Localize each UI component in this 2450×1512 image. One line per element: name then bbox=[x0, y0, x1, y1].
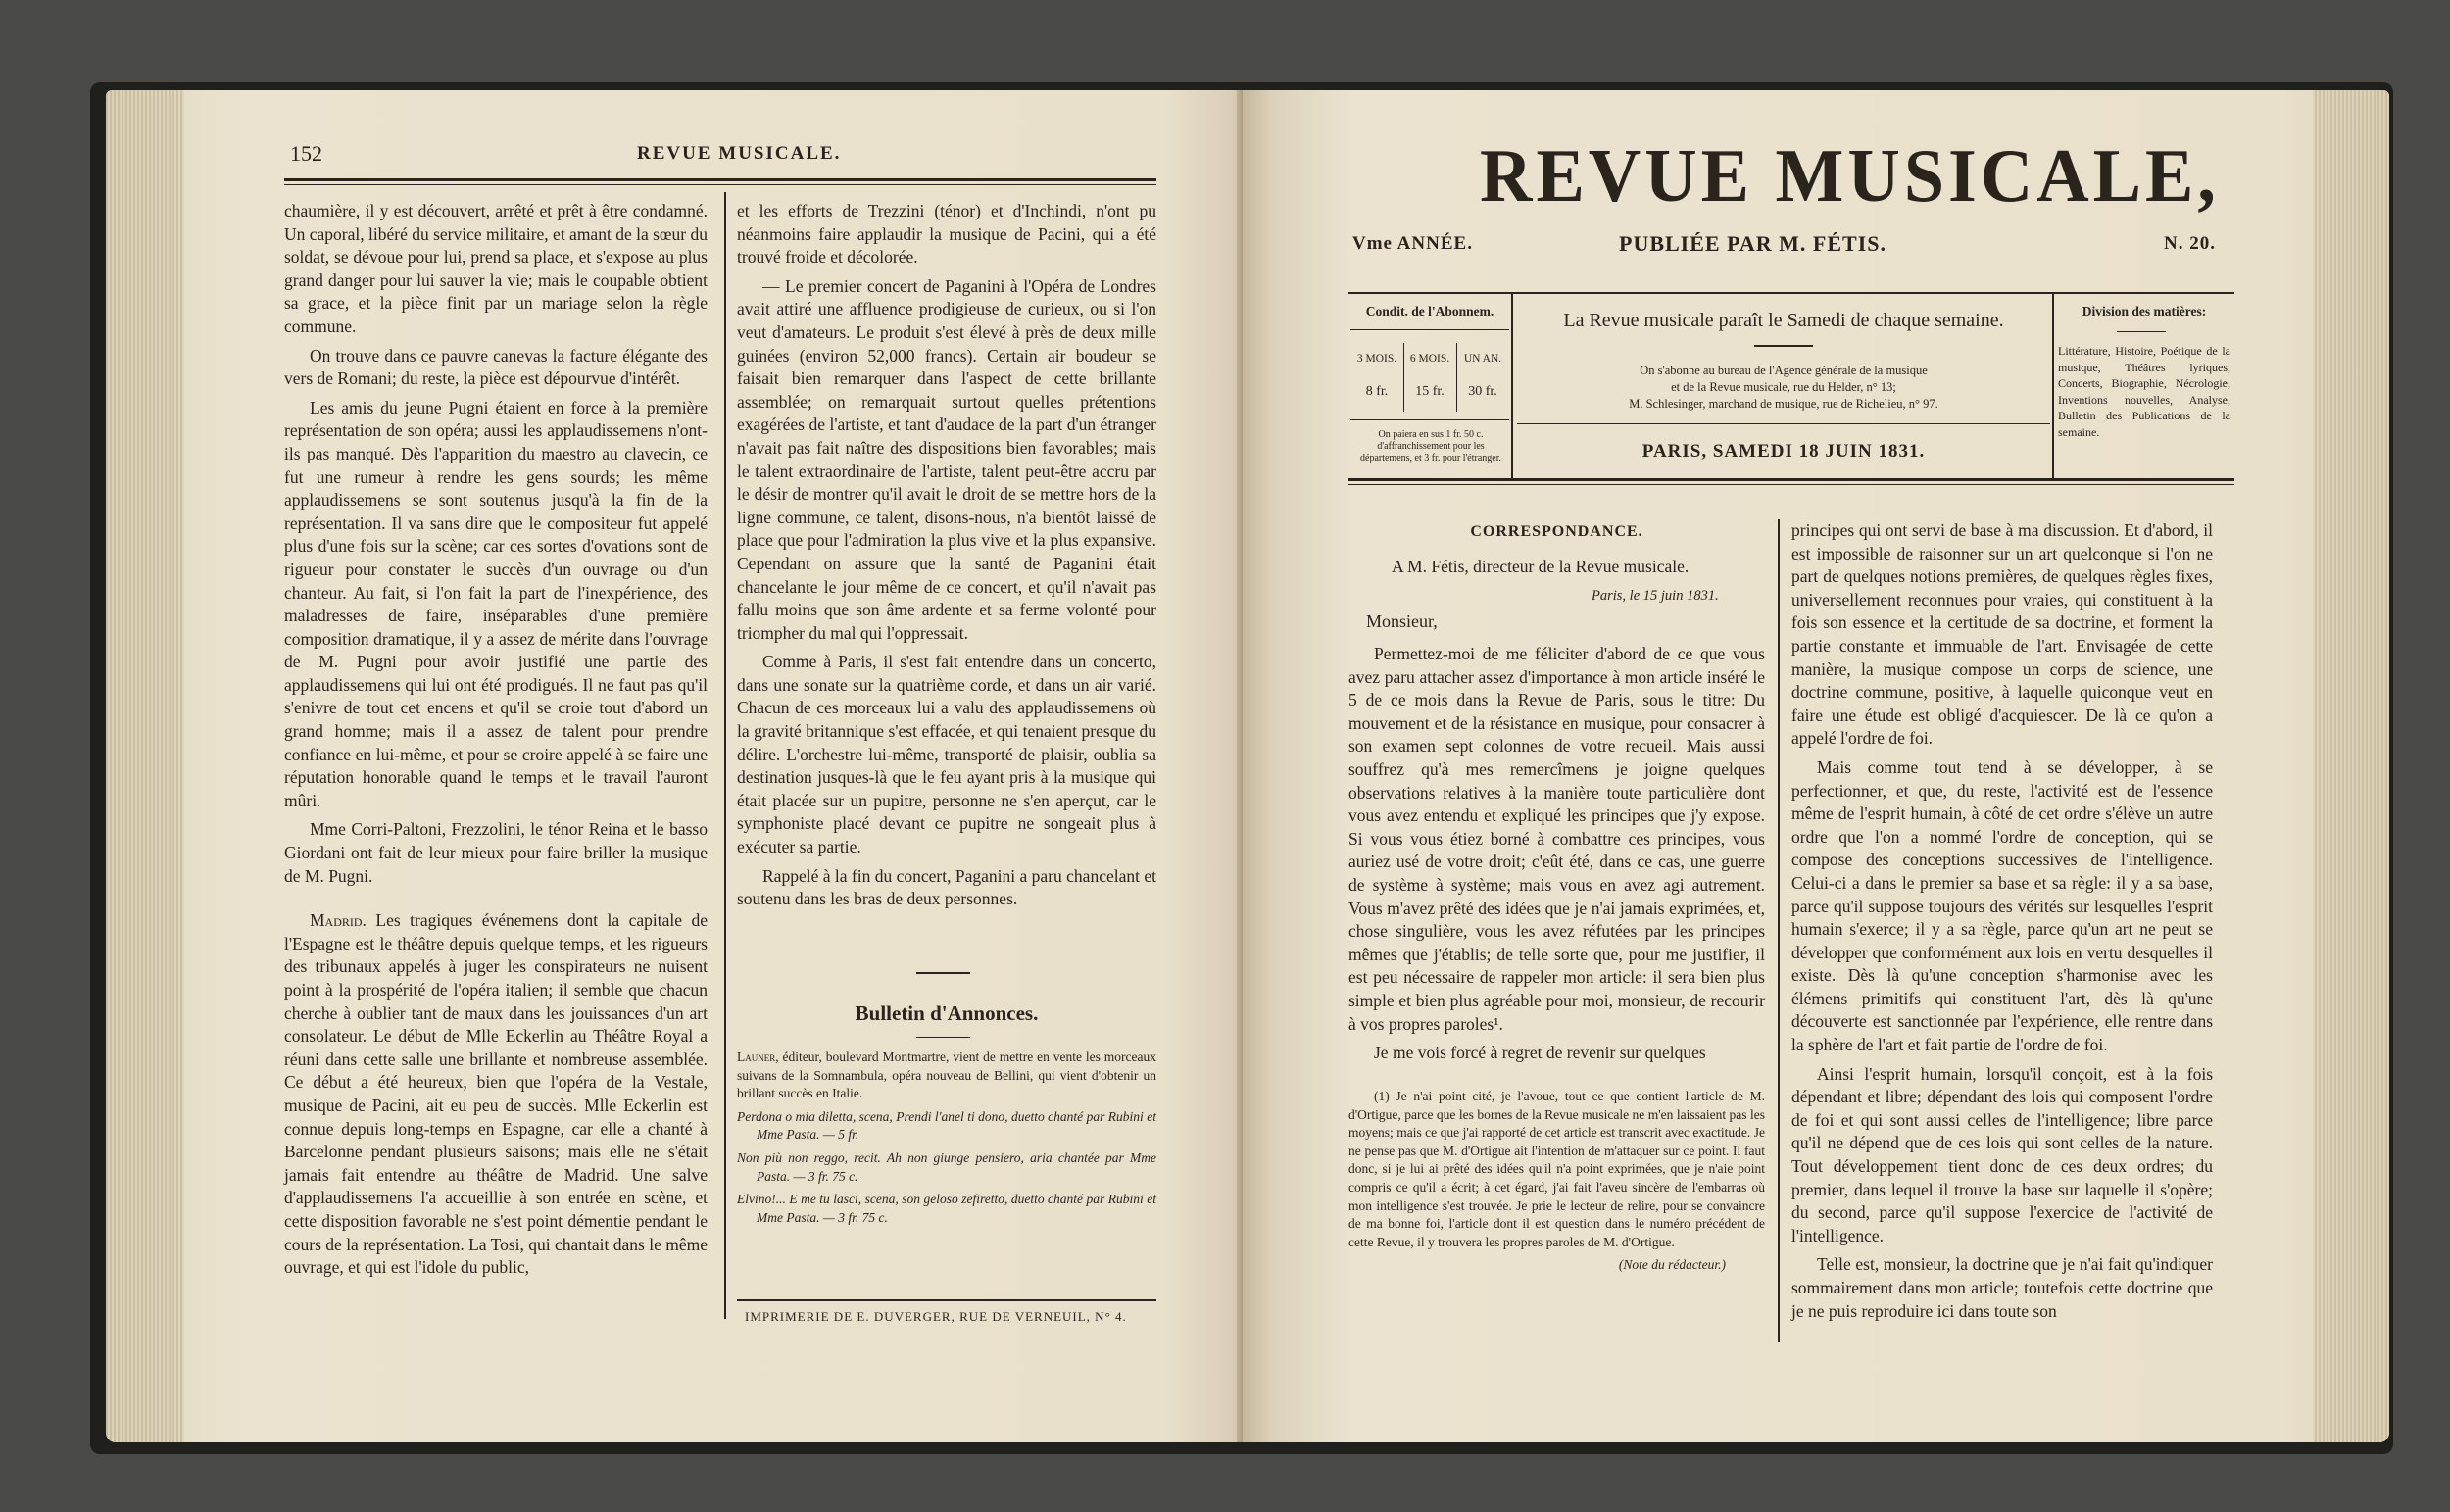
subscription-price-1y: 30 fr. bbox=[1468, 384, 1497, 399]
correspondence-heading: CORRESPONDANCE. bbox=[1470, 523, 1643, 540]
paragraph: chaumière, il y est découvert, arrêté et prêt à être condamné. Un caporal, libéré du service militaire, et amant de la sœur du soldat, se dévoue pour lui, prend sa place, et s'expose au plus grand danger pour lui sauver la vie; mais le coupable obtient sa grace, et la pièce finit par un mariage selon la règle commune. bbox=[284, 201, 708, 336]
divider bbox=[916, 972, 970, 974]
box-top-rule bbox=[1348, 292, 2234, 294]
paragraph: — Le premier concert de Paganini à l'Opéra de Londres avait attiré une affluence prodigieuse de curieux, ou si l'on veut d'amateurs. Le produit s'est élevé à près de deux mille guinées (environ 52,000 francs). Certain air boudeur se faisait bien remarquer dans l'aspect de cette brillante assemblée; on remarquait surtout quelles prétentions exagérées de l'artiste, et tant d'audace de la part d'un étranger n'avait pas fait naître des dispositions bien favorables; mais le talent extraordinaire de l'artiste, talent peut-être accru par le désir de montrer qu'il avait le droit de se mettre hors de la ligne commune, ce talent, disons-nous, n'a bientôt laissé de place que pour l'admiration la plus vive et la plus expansive. Cependant on assure que la santé de Paganini était chancelante le jour même de ce concert, et qu'il n'avait pas fallu moins que son âme ardente et sa ferme volonté pour triompher du mal qui l'oppressait. bbox=[737, 275, 1156, 643]
letter-salutation: A M. Fétis, directeur de la Revue musicale. bbox=[1392, 557, 1690, 576]
right-column-2 bbox=[1791, 519, 2213, 1329]
announcement-item: Perdona o mia diletta, scena, Prendi l'anel ti dono, duetto chanté par Rubini et Mme Pasta. — 5 fr. bbox=[737, 1108, 1156, 1143]
announcement-lead: Launer bbox=[737, 1049, 776, 1064]
issue-date: PARIS, SAMEDI 18 JUIN 1831. bbox=[1642, 441, 1926, 462]
letter-opening: Monsieur, bbox=[1366, 611, 1438, 631]
bulletin-title: Bulletin d'Annonces. bbox=[855, 1001, 1039, 1025]
publication-notice: La Revue musicale paraît le Samedi de chaque semaine. bbox=[1563, 310, 2004, 331]
paragraph: Je me vois forcé à regret de revenir sur quelques bbox=[1374, 1043, 1706, 1063]
paragraph: et les efforts de Trezzini (ténor) et d'Inchindi, n'ont pu néanmoins faire applaudir la musique de Pacini, qui a été trouvé froide et décolorée. bbox=[737, 201, 1156, 268]
paragraph-madrid bbox=[284, 909, 708, 1280]
paragraph: On trouve dans ce pauvre canevas la facture élégante des vers de Romani; du reste, la pièce est dépourvue d'intérêt. bbox=[284, 345, 708, 389]
left-column-1 bbox=[284, 200, 708, 1286]
paragraph: Les amis du jeune Pugni étaient en force à la première représentation de son opéra; aussi les applaudissemens n'ont-ils pas manqué. Dès l'apparition du maestro au clavecin, ce fut une rumeur à rendre les gens sourds; les même applaudissemens se sont soutenus jusqu'à la fin de la représentation. Il va sans dire que le compositeur fut appelé plus d'une fois sur la scène; car ces sortes d'ovations sont de rigueur pour constater le succès d'un ouvrage ou d'un chanteur. Au fait, si l'on fait la part de l'inexpérience, des maladresses de faire, inséparables d'une première composition dramatique, il y a assez de mérite dans l'ouvrage de M. Pugni pour avoir justifié une partie des applaudissemens qui lui ont été prodigués. Il ne faut pas qu'il s'enivre de tout cet encens et qu'il se croie tout d'abord un grand homme; mais il a assez de talent pour prendre confiance en lui-même, et pour se croire appelé à se faire une réputation honorable quand le temps et le travail l'auront mûri. bbox=[284, 397, 708, 810]
subscription-price-3m: 8 fr. bbox=[1365, 384, 1389, 399]
paragraph: Mais comme tout tend à se développer, à se perfectionner, et que, du reste, l'activité est de l'essence même de l'esprit humain, à côté de cet ordre s'élève un autre ordre que l'on a nommé l'ordre de conception, qui se compose des conceptions successives de l'intelligence. Celui-ci a dans le premier sa base et sa règle: il y a sa base, parce qu'il suppose toujours des vérités sur lesquelles l'esprit humain s'exerce; il y a sa règle, parce qu'un art ne peut se développer que conformément aux lois en vertu desquelles il existe. Dès là qu'une conception s'harmonise avec les élémens primitifs qui constituent l'art, dès là qu'une découverte est sanctionnée par l'expérience, elle rentre dans la sphère de l'art et fait partie de l'ordre de foi. bbox=[1791, 756, 2213, 1055]
box-bottom-rule bbox=[1348, 478, 2234, 481]
page-number: 152 bbox=[290, 141, 322, 166]
running-head: REVUE MUSICALE. bbox=[637, 143, 842, 164]
subscription-address-3: M. Schlesinger, marchand de musique, rue de Richelieu, n° 97. bbox=[1629, 397, 1938, 411]
subscription-cell-rule bbox=[1403, 343, 1404, 412]
paragraph: Mme Corri-Paltoni, Frezzolini, le ténor Reina et le basso Giordani ont fait de leur mieux pour faire briller la musique de M. Pugni. bbox=[284, 819, 708, 886]
masthead-title: REVUE MUSICALE, bbox=[1480, 133, 2220, 219]
madrid-lead: Madrid. bbox=[310, 910, 367, 931]
contents-ornament bbox=[2117, 331, 2166, 332]
box-bottom-rule-thin bbox=[1348, 484, 2234, 485]
paragraph: principes qui ont servi de base à ma discussion. Et d'abord, il est impossible de raisonner sur un art quelconque si l'on ne part de quelques notions premières, de quelques règles fixes, universellement reconnues pour vraies, qui constituent à la fois son essence et la certitude de sa doctrine, et forment la partie constante et immuable de l'art. Envisagée de cette manière, la musique compose un corps de science, une doctrine commune, positive, à laquelle quiconque veut en faire une étude est obligé d'acquiescer. De là ce qu'on a appelé l'ordre de foi. bbox=[1791, 520, 2213, 749]
footnote bbox=[1348, 1088, 1765, 1280]
paragraph: Telle est, monsieur, la doctrine que je n'ai fait qu'indiquer sommairement dans mon article; toutefois cette doctrine que je ne puis reproduire ici dans toute son bbox=[1791, 1254, 2213, 1321]
box-divider bbox=[2052, 294, 2054, 478]
imprint-rule bbox=[737, 1299, 1156, 1301]
announcements bbox=[737, 1049, 1156, 1232]
header-rule bbox=[284, 178, 1156, 181]
box-divider bbox=[1511, 294, 1513, 478]
announcement-item: Elvino!... E me tu lasci, scena, son geloso zefiretto, duetto chanté par Rubini et Mme Pasta. — 3 fr. 75 c. bbox=[737, 1192, 1156, 1225]
center-rule bbox=[1517, 423, 2050, 424]
center-ornament bbox=[1754, 345, 1813, 347]
column-rule bbox=[1778, 519, 1780, 1342]
paragraph: Ainsi l'esprit humain, lorsqu'il conçoit, est à la fois dépendant et libre; dépendant des lois qui composent l'ordre de foi et qui sont aussi celles de l'intelligence; libre parce qu'il ne dépend que de ces lois qui sont celles de la nature. Tout développement tient donc de ces deux ordres; du premier, dans lequel il trouve la base sur laquelle il s'opère; du second, parce qu'il suppose l'exercice de l'activité de l'intelligence. bbox=[1791, 1063, 2213, 1245]
subscription-h2: 6 MOIS. bbox=[1409, 353, 1450, 365]
footnote-signature: (Note du rédacteur.) bbox=[1618, 1257, 1726, 1273]
left-page-edge bbox=[106, 90, 184, 1442]
subscription-price-6m: 15 fr. bbox=[1415, 384, 1445, 399]
editor-line: PUBLIÉE PAR M. FÉTIS. bbox=[1619, 231, 1887, 256]
imprint: IMPRIMERIE DE E. DUVERGER, RUE DE VERNEUIL, N° 4. bbox=[745, 1309, 1127, 1324]
divider bbox=[916, 1037, 970, 1038]
subscription-note: On paiera en sus 1 fr. 50 c. d'affranchissement pour les départemens, et 3 fr. pour l'étranger. bbox=[1360, 429, 1501, 463]
announcement-intro bbox=[737, 1049, 1156, 1103]
paragraph: Comme à Paris, il s'est fait entendre dans un concerto, dans une sonate sur la quatrième corde, et dans un air varié. Chacun de ces morceaux lui a valu des applaudissemens où la gravité britannique s'est effacée, et qui tenaient presque du délire. L'orchestre lui-même, transporté de plaisir, oublia sa destination jusques-là que le feu ayant pris à la musique qui était placée sur un pupitre, personne ne s'en aperçut, car le symphoniste placé devant ce pupitre ne songeait plus à exécuter sa partie. bbox=[737, 652, 1156, 857]
subscription-h1: 3 MOIS. bbox=[1356, 353, 1397, 365]
left-column-2 bbox=[737, 200, 1156, 917]
subscription-rule bbox=[1350, 329, 1509, 330]
subscription-address-2: et de la Revue musicale, rue du Helder, n° 13; bbox=[1671, 380, 1896, 394]
volume-year: Vme ANNÉE. bbox=[1352, 233, 1473, 254]
announcement-text: , éditeur, boulevard Montmartre, vient de mettre en vente les morceaux suivans de la Somnambula, opéra nouveau de Bellini, qui vient d'obtenir un brillant succès en Italie. bbox=[737, 1049, 1156, 1101]
issue-number: N. 20. bbox=[2164, 233, 2216, 254]
header-rule-thin bbox=[284, 184, 1156, 185]
paragraph: Rappelé à la fin du concert, Paganini a paru chancelant et soutenu dans les bras de deux personnes. bbox=[737, 865, 1156, 909]
subscription-h3: UN AN. bbox=[1463, 353, 1502, 365]
subscription-address-1: On s'abonne au bureau de l'Agence générale de la musique bbox=[1640, 364, 1928, 377]
right-page-edge bbox=[2313, 90, 2389, 1442]
subscription-cell-rule bbox=[1456, 343, 1457, 412]
right-column-1 bbox=[1348, 643, 1765, 1071]
column-rule bbox=[724, 192, 726, 1319]
announcement-item: Non più non reggo, recit. Ah non giunge pensiero, aria chantée par Mme Pasta. — 3 fr. 75 c. bbox=[737, 1149, 1156, 1184]
contents-text: Littérature, Histoire, Poétique de la musique, Théâtres lyriques, Concerts, Biographie, Nécrologie, Inventions nouvelles, Analyse, Bulletin des Publications de la semaine. bbox=[2058, 344, 2230, 439]
subscription-rule bbox=[1350, 419, 1509, 420]
madrid-text: Les tragiques événemens dont la capitale de l'Espagne est le théâtre depuis quelque temps, et les rigueurs des tribunaux appelés à juger les conspirateurs ne nuisent point à la prospérité de l'opéra italien; il semble que chacun cherche à oublier tant de maux dans les jouissances d'un art consolateur. Le début de Mlle Eckerlin au Théâtre Royal a réuni dans cette salle une brillante et nombreuse assemblée. Ce début a été heureux, bien que l'opéra de la Vestale, musique de Pacini, ait eu peu de succès. Mlle Eckerlin est connue depuis long-temps en Espagne, car elle a chanté à Barcelonne pendant plusieurs saisons; mais elle ne s'était jamais fait entendre au théâtre de Madrid. Une salve d'applaudissemens l'a accueillie à son entrée en scène, et cette disposition favorable ne s'est point démentie pendant le cours de la représentation. La Tosi, qui chantait dans le même ouvrage, et qui est l'idole du public, bbox=[284, 910, 708, 1278]
footnote-text: (1) Je n'ai point cité, je l'avoue, tout ce que contient l'article de M. d'Ortigue, parce que les bornes de la Revue musicale ne m'en laissaient pas les moyens; mais ce que j'ai rapporté de cet article est transcrit avec exactitude. Je ne pense pas que M. d'Ortigue ait l'intention de m'attaquer sur ce point. Il faut donc, si je lui ai prêté des idées qu'il n'a point exprimées, que je n'aie point compris ce qu'il a écrit; à cet égard, j'ai fait l'aveu sincère de l'embarras où mon intelligence s'est trouvée. Je prie le lecteur de relire, pour se convaincre de ma bonne foi, l'article dont il est question dans le numéro précédent de cette Revue, il y trouvera les propres paroles de M. d'Ortigue. bbox=[1348, 1089, 1765, 1249]
paragraph: Permettez-moi de me féliciter d'abord de ce que vous avez paru attacher assez d'importance à mon article inséré le 5 de ce mois dans la Revue de Paris, sous le titre: Du mouvement et de la résistance en musique, pour consacrer à son examen sept colonnes de votre recueil. Mais aussi souffrez qu'à mes remercîmens je joigne quelques observations relatives à la manière toute particulière dont vous avez entendu et expliqué les principes que j'y expose. Si vous vous étiez borné à combattre ces principes, vous auriez usé de votre droit; c'eût été, dans ce cas, une guerre de système à système; mais vous en avez agi autrement. Vous m'avez prêté des idées que je n'ai jamais exprimées, et, chose singulière, vous les avez réfutées par les principes mêmes que j'établis; de telle sorte que, pour me justifier, il est peu nécessaire de rappeler mon article: il sera bien plus simple et bien plus agréable pour moi, monsieur, de recourir à vos propres paroles¹. bbox=[1348, 644, 1765, 1034]
contents-title: Division des matières: bbox=[2082, 304, 2207, 318]
subscription-title: Condit. de l'Abonnem. bbox=[1365, 304, 1494, 318]
letter-date: Paris, le 15 juin 1831. bbox=[1592, 588, 1719, 604]
